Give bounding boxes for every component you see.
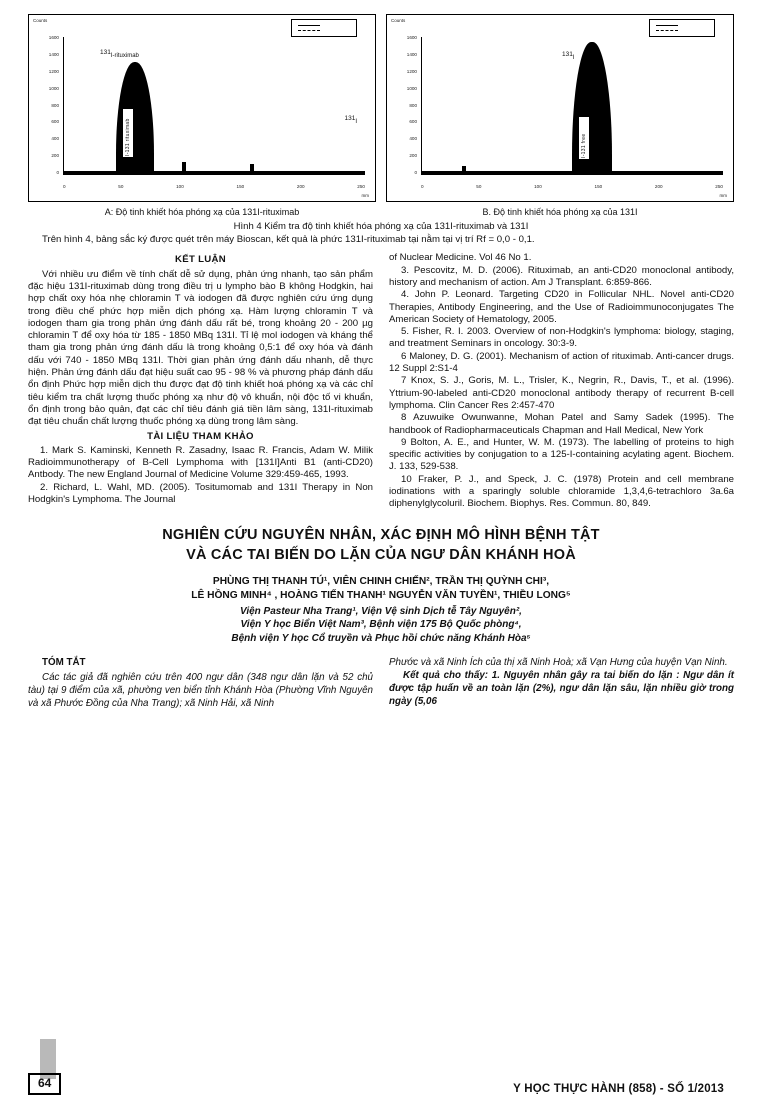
figure-b-sample-label: I-131 free — [578, 116, 590, 160]
figure-a-y-ticks — [29, 35, 61, 175]
x-tick: 200 — [296, 184, 305, 189]
figure-a-yaxis-label: Counts — [33, 18, 48, 23]
figure-b-caption: B. Độ tinh khiết hóa phóng xạ của 131I — [482, 207, 638, 217]
abstract-paragraph-left: Các tác giả đã nghiên cứu trên 400 ngư dân (348 ngư dân lặn và 52 chủ tàu) tại 9 điểm của xã, phường ven biển tỉnh Khánh Hòa (Phường Vĩnh Nguyên và xã Phước Đồng của Nha Trang); xã Ninh Hải, xã Ninh — [28, 672, 373, 709]
y-tick: 0 — [56, 170, 59, 175]
y-tick: 400 — [51, 136, 59, 142]
x-tick: 100 — [176, 184, 184, 189]
y-tick: 600 — [51, 119, 59, 125]
y-tick: 1600 — [48, 35, 59, 40]
reference-continuation: of Nuclear Medicine. Vol 46 No 1. — [389, 252, 532, 264]
x-tick: 150 — [236, 184, 245, 189]
y-tick: 1000 — [48, 85, 59, 91]
figure-a-xaxis-label: mm — [361, 193, 369, 198]
x-tick: 100 — [534, 184, 542, 189]
figure-a-chromatogram — [28, 14, 376, 202]
article-2-title-line-1: NGHIÊN CỨU NGUYÊN NHÂN, XÁC ĐỊNH MÔ HÌNH BỆNH TẬT — [162, 526, 600, 543]
figure-b-legend — [649, 19, 715, 37]
y-tick: 400 — [409, 136, 417, 142]
article-2-title — [28, 525, 734, 565]
article-2 — [0, 525, 762, 711]
figure-a-x-ticks — [63, 184, 365, 189]
reference-item: 4. John P. Leonard. Targeting CD20 in Follicular NHL. Novel anti-CD20 Therapies, Antibody Engineering, and the Use of Radioimmunoconjugates The American Society of Hematology, 2005. — [389, 289, 734, 325]
page-footer — [0, 1073, 762, 1095]
figure-b-y-ticks — [387, 35, 419, 175]
reference-item: 8 Azuwuike Owunwanne, Mohan Patel and Samy Sadek (1995). The handbook of Radiopharmaceuticals Chapman and Hall Medical, New York — [389, 412, 734, 436]
abstract-paragraph-right-1: Phước và xã Ninh Ích của thị xã Ninh Hoà; xã Vạn Hưng của huyện Vạn Ninh. — [389, 657, 728, 669]
reference-item: 5. Fisher, R. I. 2003. Overview of non-Hodgkin's lymphoma: biology, staging, and treatment Seminars in oncology. 30:3-9. — [389, 326, 734, 350]
figure-a-minor-peak — [182, 162, 186, 174]
figure-b-x-ticks — [421, 184, 723, 189]
lead-paragraph — [0, 234, 762, 246]
body-columns — [0, 246, 762, 510]
article-2-affil-line-3: Bệnh viện Y học Cổ truyền và Phục hồi chức năng Khánh Hòa⁵ — [231, 632, 531, 644]
article-2-authors-line-1: PHÙNG THỊ THANH TÚ¹, VIÊN CHINH CHIẾN², TRẦN THỊ QUỲNH CHI³, — [212, 575, 550, 587]
reference-item: 6 Maloney, D. G. (2001). Mechanism of action of rituximab. Anti-cancer drugs. 12 Suppl 2:S1-4 — [389, 350, 734, 375]
x-tick: 50 — [118, 184, 124, 189]
page-number: 64 — [28, 1073, 61, 1095]
y-tick: 1400 — [48, 51, 59, 57]
figure-a-legend — [291, 19, 357, 37]
reference-item: 2. Richard, L. Wahl, MD. (2005). Tositumomab and 131I Therapy in Non Hodgkin's Lymphoma. The Journal — [28, 481, 373, 506]
section-heading-tailieu: TÀI LIỆU THAM KHẢO — [147, 430, 254, 442]
figure-a-peak-label: $^{131}$I-rituximab — [100, 49, 139, 59]
x-tick: 50 — [476, 184, 482, 189]
x-tick: 250 — [715, 184, 723, 189]
reference-item: 7 Knox, S. J., Goris, M. L., Trisler, K., Negrin, R., Davis, T., et al. (1996). Yttrium-90-labeled anti-CD20 monoclonal antibody therapy of recurrent B-cell lymphoma. Clin Cancer Res 2:457-470 — [389, 375, 734, 411]
abstract-column-right — [389, 657, 734, 710]
y-tick: 1400 — [406, 51, 417, 57]
figure-b-xaxis-label: mm — [719, 193, 727, 198]
x-tick: 150 — [594, 184, 603, 189]
ketluan-paragraph: Với nhiều ưu điểm về tính chất dễ sử dụng, phản ứng nhanh, tạo sản phẩm đặc hiệu 131I-rituximab dùng trong điều trị u lympho bào B không Hodgkin, hai hợp chất oxy hóa nhẹ chloramin T và iodogen đã được nghiên cứu ứng dụng trong điều chế phức hợp miễn dịch phóng xạ. Hàm lượng chloramin T và iodogen tham gia trong phản ứng đánh dấu rất bé, trong khoảng 20 - 200 µg chloramin T để oxy hóa từ 185 - 1850 MBq 131I. Tỉ lệ mol iodogen và kháng thể tham gia trong phản ứng đánh dấu là trong khoảng 0,5:1 để oxy hóa và đánh dấu với 740 - 1850 MBq 131I. Thời gian phản ứng đánh dấu nhanh, dễ thực hiện. Phản ứng đánh dấu đạt hiệu suất cao 95 - 98 % và phương pháp đánh dấu ổn định Phức hợp miễn dịch thu được đạt độ tinh khiết hoá phóng xạ và các chỉ tiêu kiểm tra chất lượng thuốc phóng xạ như độ vô khuẩn, nội độc tố vi khuẩn, ổn định trong bảo quản, đạt các chỉ tiêu đánh giá tiền lâm sàng, 131I-rituximab đạt tiêu chuẩn chất lượng thuốc phóng xạ dùng trong lâm sàng. — [28, 268, 373, 428]
body-column-right — [389, 252, 734, 510]
y-tick: 1200 — [48, 68, 59, 74]
figure-captions-row — [0, 202, 762, 217]
figure-b-plot-area — [421, 37, 723, 175]
y-tick: 200 — [51, 153, 59, 159]
abstract-heading: TÓM TẮT — [42, 657, 86, 669]
y-tick: 0 — [414, 170, 417, 175]
article-2-authors-line-2: LÊ HỒNG MINH⁴ , HOÀNG TIẾN THANH¹ NGUYỄN VĂN TUYỀN¹, THIỀU LONG⁵ — [191, 589, 571, 601]
abstract-paragraph-right-2: Kết quả cho thấy: 1. Nguyên nhân gây ra tai biến do lặn : Ngư dân ít được tập huấn về an toàn lặn (2%), ngư dân lặn sâu, lặn nhiều giờ trong ngày (5,06 — [389, 670, 734, 707]
figure-b-minor-peak — [462, 166, 466, 174]
article-2-affil-line-2: Viện Y học Biển Việt Nam³, Bệnh viện 175 Bộ Quốc phòng⁴, — [240, 619, 522, 631]
reference-item: 1. Mark S. Kaminski, Kenneth R. Zasadny, Isaac R. Francis, Adam W. Milik Radioimmunotherapy of B-Cell Lymphoma with [131I]Anti B1 (anti-CD20) Antbody. The new England Journal of Medicine Volume 329:459-465, 1993. — [28, 444, 373, 481]
figure-b-peak-label: $^{131}$I — [562, 51, 575, 61]
section-heading-ketluan: KẾT LUẬN — [175, 254, 226, 266]
article-2-affil-line-1: Viện Pasteur Nha Trang¹, Viện Vệ sinh Dịch tễ Tây Nguyên², — [240, 605, 522, 617]
y-tick: 600 — [409, 119, 417, 125]
figure-a-minor-peak — [250, 164, 254, 174]
figure-a-baseline — [64, 171, 365, 174]
figure-a-iso-label: $^{131}$I — [344, 115, 357, 125]
reference-item: 9 Bolton, A. E., and Hunter, W. M. (1973). The labelling of proteins to high specific activities by conjugation to a 125-I-containing acylating agent. Biochem. J. 133, 529-538. — [389, 436, 734, 473]
journal-citation: Y HỌC THỰC HÀNH (858) - SỐ 1/2013 — [513, 1083, 724, 1095]
lead-paragraph-text: Trên hình 4, bảng sắc ký được quét trên máy Bioscan, kết quả là phức 131I-rituximab tại nằm tại vị trí Rf = 0,0 - 0,1. — [42, 234, 535, 245]
article-2-affiliations — [28, 605, 734, 646]
figure-title: Hình 4 Kiểm tra độ tinh khiết hóa phóng xạ của 131I-rituximab và 131I — [233, 221, 529, 232]
figure-b-yaxis-label: Counts — [391, 18, 406, 23]
figure-a-sample-label: I-131 rituximab — [122, 108, 134, 158]
reference-item: 3. Pescovitz, M. D. (2006). Rituximab, an anti-CD20 monoclonal antibody, history and mechanism of action. Am J Transplant. 6:859-866. — [389, 264, 734, 288]
article-2-authors — [28, 575, 734, 603]
figures-row — [0, 0, 762, 202]
body-column-left — [28, 252, 373, 510]
y-tick: 1000 — [406, 85, 417, 91]
figure-b-chromatogram — [386, 14, 734, 202]
x-tick: 0 — [63, 184, 66, 189]
y-tick: 200 — [409, 153, 417, 159]
y-tick: 1600 — [406, 35, 417, 40]
reference-item: 10 Fraker, P. J., and Speck, J. C. (1978) Protein and cell membrane iodinations with a sparingly soluble chloramide 1,3,4,6-tetrachloro 3a.6a diphenylglycoluril. Biochem. Biophys. Res. Commun. 80, 849. — [389, 473, 734, 510]
x-tick: 250 — [357, 184, 365, 189]
article-2-abstract-columns — [28, 657, 734, 710]
figure-a-plot-area — [63, 37, 365, 175]
y-tick: 800 — [51, 102, 59, 108]
y-tick: 800 — [409, 102, 417, 108]
x-tick: 0 — [421, 184, 424, 189]
x-tick: 200 — [654, 184, 663, 189]
abstract-column-left — [28, 657, 373, 710]
figure-a-caption: A: Độ tinh khiết hóa phóng xạ của 131I-rituximab — [104, 207, 300, 217]
y-tick: 1200 — [406, 68, 417, 74]
article-2-title-line-2: VÀ CÁC TAI BIẾN DO LẶN CỦA NGƯ DÂN KHÁNH HOÀ — [186, 546, 576, 563]
